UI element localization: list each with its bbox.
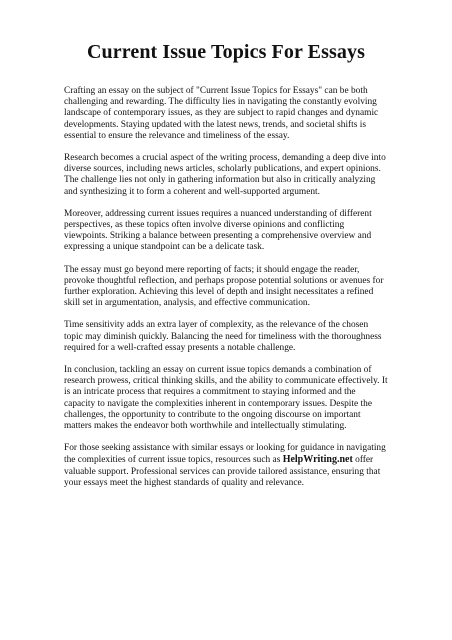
paragraph-time-sensitivity: Time sensitivity adds an extra layer of complexity, as the relevance of the chosen topic may diminish quickly. Balancing the need for timeliness with the thoroughness required for a well-crafted essay presents a notable challenge. — [64, 320, 382, 353]
paragraph-perspectives: Moreover, addressing current issues requires a nuanced understanding of different perspectives, as these topics often involve diverse opinions and conflicting viewpoints. Striking a balance between presenting a comprehensive overview and expressing a unique standpoint can be a delicate task. — [64, 208, 372, 253]
paragraph-engagement: The essay must go beyond mere reporting of facts; it should engage the reader, provoke thoughtful reflection, and perhaps propose potential solutions or avenues for further exploration. Achieving this level of depth and insight necessitates a refined skill set in argumentation, analysis, and effective communication. — [64, 264, 384, 309]
resources-text-after: offer valuable support. Professional services can provide tailored assistance, ensuring that your essays meet the highest standards of quality and relevance. — [64, 455, 381, 488]
resources-text-before: For those seeking assistance with similar essays or looking for guidance in navigating the complexities of current issue topics, resources such as — [64, 443, 386, 466]
paragraph-resources — [64, 443, 388, 489]
paragraph-intro: Crafting an essay on the subject of "Current Issue Topics for Essays" can be both challenging and rewarding. The difficulty lies in navigating the constantly evolving landscape of contemporary issues, as they are subject to rapid changes and dynamic developments. Staying updated with the latest news, trends, and societal shifts is essential to ensure the relevance and timeliness of the essay. — [64, 86, 379, 141]
helpwriting-link[interactable]: HelpWriting.net — [282, 454, 353, 466]
paragraph-research: Research becomes a crucial aspect of the writing process, demanding a deep dive into diverse sources, including news articles, scholarly publications, and expert opinions. The challenge lies not only in gathering information but also in critically analyzing and synthesizing it to form a coherent and well-supported argument. — [64, 153, 386, 197]
document-title: Current Issue Topics For Essays — [87, 41, 365, 63]
paragraph-conclusion: In conclusion, tackling an essay on current issue topics demands a combination of research prowess, critical thinking skills, and the ability to communicate effectively. It is an intricate process that requires a commitment to staying informed and the capacity to navigate the complexities inherent in contemporary issues. Despite the challenges, the opportunity to contribute to the ongoing discourse on important matters makes the endeavor both worthwhile and intellectually stimulating. — [64, 365, 388, 432]
